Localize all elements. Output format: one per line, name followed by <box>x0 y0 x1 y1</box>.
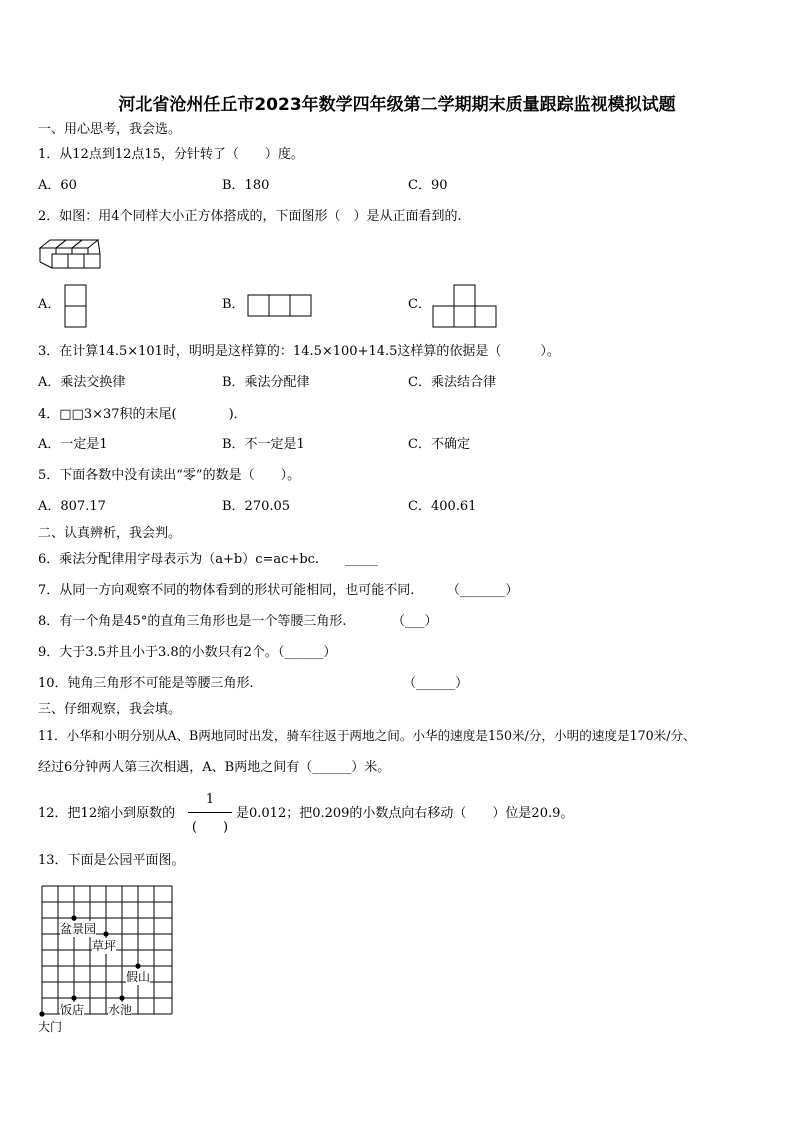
question-1-option-b[interactable]: B．180 <box>222 178 270 193</box>
option-c-figure <box>432 284 498 329</box>
option-a-figure <box>64 284 88 328</box>
question-12-after: 是0.012；把0.209的小数点向右移动（ ）位是20.9。 <box>236 806 574 821</box>
question-5-option-b[interactable]: B．270.05 <box>222 499 291 514</box>
question-13-stem: 13．下面是公园平面图。 <box>38 853 185 868</box>
label-jiashan: 假山 <box>126 970 151 984</box>
question-4-option-b[interactable]: B．不一定是1 <box>222 437 305 452</box>
page-title: 河北省沧州任丘市2023年数学四年级第二学期期末质量跟踪监视模拟试题 <box>118 95 676 115</box>
fraction-numerator: 1 <box>205 792 215 807</box>
question-4-option-c[interactable]: C．不确定 <box>408 437 470 452</box>
question-3-option-b[interactable]: B．乘法分配律 <box>222 375 310 390</box>
question-5-stem: 5．下面各数中没有读出“零”的数是（ ）。 <box>38 468 301 483</box>
label-penjing: 盆景园 <box>60 922 97 936</box>
fandian-point <box>71 995 76 1000</box>
question-10: 10．钝角三角形不可能是等腰三角形. （______） <box>38 676 469 691</box>
question-2-option-b[interactable]: B． <box>222 297 245 312</box>
label-fandian: 饭店 <box>60 1003 85 1017</box>
section-1-heading: 一、用心思考，我会选。 <box>38 122 182 137</box>
damen-point <box>39 1011 44 1016</box>
question-2-option-c[interactable]: C． <box>408 297 431 312</box>
question-4-option-a[interactable]: A．一定是1 <box>38 437 108 452</box>
fraction-denominator: ( ) <box>191 820 229 835</box>
label-damen: 大门 <box>38 1020 63 1034</box>
label-shuichi: 水池 <box>108 1003 133 1017</box>
option-b-figure <box>247 294 313 318</box>
question-7: 7．从同一方向观察不同的物体看到的形状可能相同，也可能不同. （_______） <box>38 583 519 598</box>
cube-stack-figure <box>38 237 102 271</box>
question-11-line-1: 11．小华和小明分别从A、B两地同时出发，骑车往返于两地之间。小华的速度是150米/分，小明的速度是170米/分、 <box>38 728 696 743</box>
shuichi-point <box>119 995 124 1000</box>
question-1-stem: 1．从12点到12点15，分针转了（ ）度。 <box>38 147 304 162</box>
question-3-option-c[interactable]: C．乘法结合律 <box>408 375 496 390</box>
question-5-option-a[interactable]: A．807.17 <box>38 499 106 514</box>
question-8: 8．有一个角是45°的直角三角形也是一个等腰三角形. （___） <box>38 614 438 629</box>
penjing-point <box>71 915 76 920</box>
question-4-stem: 4．□□3×37积的末尾( )． <box>38 407 247 422</box>
question-12-before: 12．把12缩小到原数的 <box>38 806 176 821</box>
question-2-stem: 2．如图：用4个同样大小正方体搭成的，下面图形（ ）是从正面看到的. <box>38 209 462 224</box>
section-3-heading: 三、仔细观察，我会填。 <box>38 702 182 717</box>
question-1-option-a[interactable]: A．60 <box>38 178 77 193</box>
question-1-option-c[interactable]: C．90 <box>408 178 448 193</box>
question-11-line-2: 经过6分钟两人第三次相遇，A、B两地之间有（______）米。 <box>38 760 391 775</box>
label-caoping: 草坪 <box>92 939 117 953</box>
question-2-option-a[interactable]: A． <box>38 297 61 312</box>
section-2-heading: 二、认真辨析，我会判。 <box>38 526 182 541</box>
question-5-option-c[interactable]: C．400.61 <box>408 499 477 514</box>
question-9: 9．大于3.5并且小于3.8的小数只有2个。（______） <box>38 645 337 660</box>
question-3-option-a[interactable]: A．乘法交换律 <box>38 375 126 390</box>
jiashan-point <box>135 963 140 968</box>
fraction-bar <box>188 812 232 813</box>
question-6: 6．乘法分配律用字母表示为（a+b）c=ac+bc. _____ <box>38 552 378 567</box>
caoping-point <box>103 931 108 936</box>
question-3-stem: 3．在计算14.5×101时，明明是这样算的：14.5×100+14.5这样算的依据是（ ）。 <box>38 344 560 359</box>
